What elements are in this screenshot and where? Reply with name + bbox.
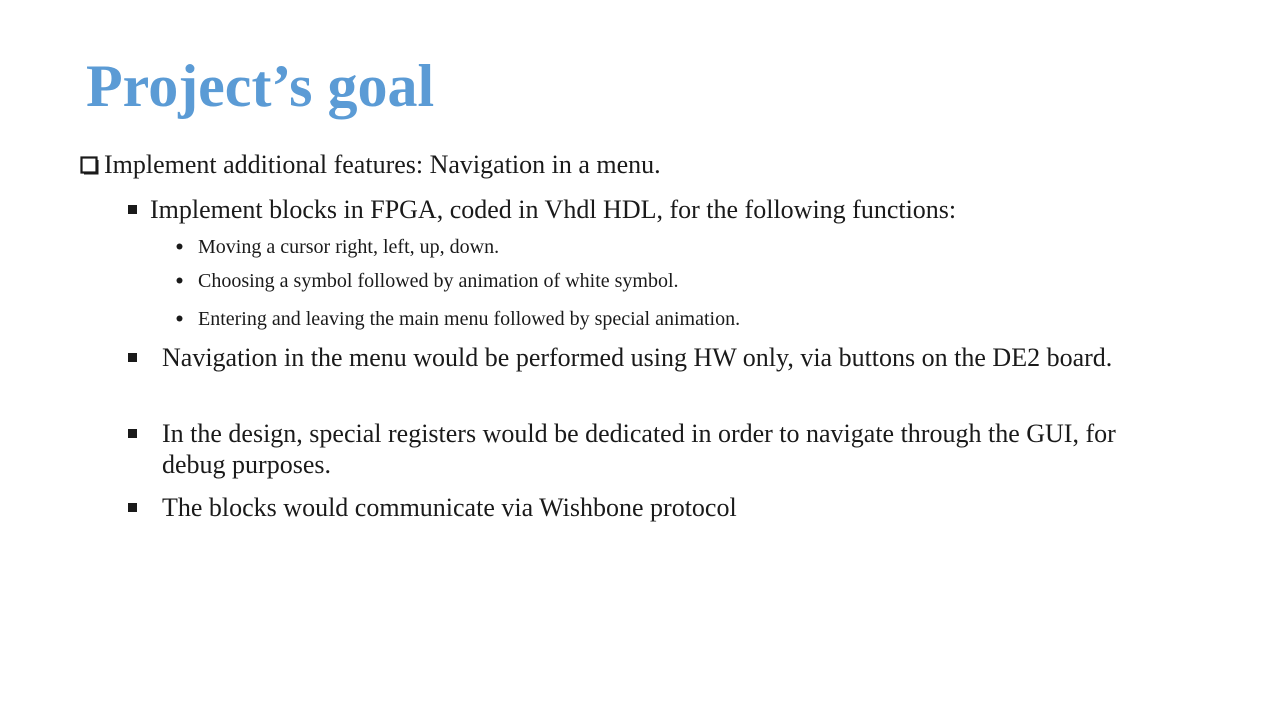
point-text: In the design, special registers would be dedicated in order to navigate through the GUI, for debug purposes. [162,419,1116,479]
filled-square-bullet-icon [128,418,162,449]
filled-square-bullet-icon [128,194,150,225]
main-point-text: Implement additional features: Navigation in a menu. [104,150,661,179]
filled-square-bullet-icon [128,342,162,373]
function-text: Moving a cursor right, left, up, down. [198,236,500,258]
function-text: Entering and leaving the main menu followed by special animation. [198,308,741,330]
bullet-sub-point [128,194,956,225]
round-bullet-icon [174,268,198,294]
bullet-function [174,234,499,260]
function-text: Choosing a symbol followed by animation of white symbol. [198,270,679,292]
round-bullet-icon [174,234,198,260]
bullet-function [174,268,679,294]
bullet-main-point [80,148,661,182]
point-text: Navigation in the menu would be performed using HW only, via buttons on the DE2 board. [162,343,1113,372]
bullet-point [128,342,1178,373]
bullet-point [128,492,737,523]
hollow-square-bullet-icon [80,148,104,182]
filled-square-bullet-icon [128,492,162,523]
point-text: The blocks would communicate via Wishbone protocol [162,493,737,522]
round-bullet-icon [174,306,198,332]
slide-title: Project’s goal [86,53,435,119]
bullet-function [174,306,740,332]
bullet-point [128,418,1178,480]
sub-point-text: Implement blocks in FPGA, coded in Vhdl HDL, for the following functions: [150,195,957,224]
